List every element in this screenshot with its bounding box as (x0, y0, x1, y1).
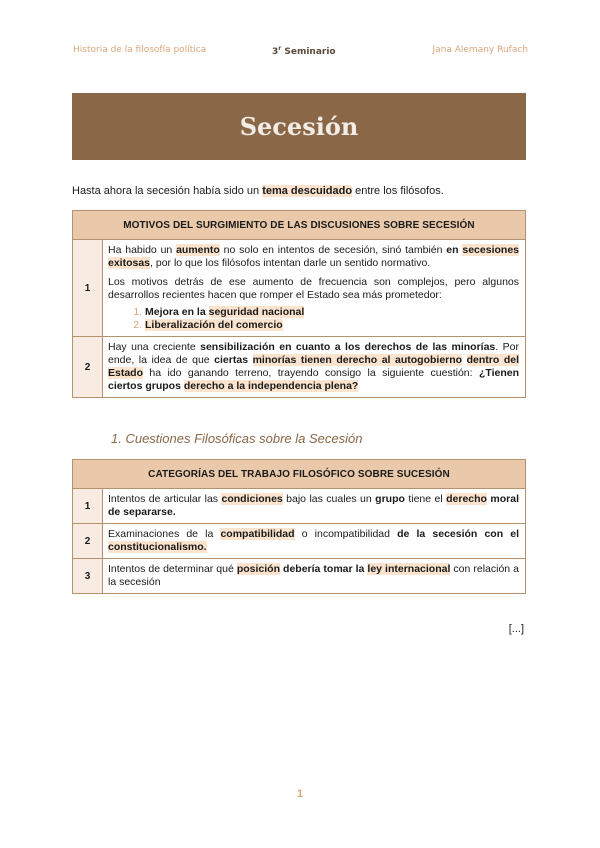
section-title: 1. Cuestiones Filosóficas sobre la Secesión (111, 431, 363, 446)
list-item (145, 306, 519, 319)
table-header-row (73, 211, 526, 240)
row-number: 3 (73, 559, 103, 594)
highlight: posición (236, 563, 281, 575)
motives-table (72, 210, 526, 398)
bold-text: moral de separarse. (108, 493, 519, 518)
header-seminar (272, 45, 336, 57)
motive-paragraph (108, 244, 519, 270)
page-number: 1 (296, 788, 304, 800)
text: bajo las cuales un (282, 493, 376, 505)
text: , por lo que los filósofos intentan darle un sentido normativo. (150, 257, 431, 269)
bold-text: grupo (375, 493, 405, 505)
text: Intentos de articular las (108, 493, 222, 505)
continuation-ellipsis: [...] (508, 623, 524, 635)
motive-paragraph (108, 276, 519, 302)
bold-text: ¿Tienen ciertos grupos (108, 367, 519, 392)
bold-text: en (446, 244, 459, 256)
text: tiene el (404, 493, 447, 505)
bold-text: debería tomar la (280, 563, 368, 575)
intro-paragraph (72, 185, 444, 197)
text: Examinaciones de la (108, 528, 221, 540)
table-row (73, 489, 526, 524)
list-item (145, 319, 519, 332)
header-seminar-number: 3 (272, 47, 279, 57)
header-seminar-ordinal: r (278, 45, 282, 52)
table-row (73, 337, 526, 398)
highlight: constitucionalismo. (108, 541, 207, 553)
text: . Por ende, la idea de que (108, 341, 519, 366)
text: Los motivos detrás de ese aumento de frecuencia son complejos, pero algunos desarrollos recientes hacen que romper el Estado sea más prometedor: (108, 276, 519, 301)
highlight: condiciones (221, 493, 283, 505)
table-header-row (73, 460, 526, 489)
header-seminar-label: Seminario (284, 47, 336, 57)
table-row (73, 559, 526, 594)
title-banner (72, 93, 526, 160)
table-row (73, 524, 526, 559)
row-content (103, 240, 526, 337)
intro-text: Hasta ahora la secesión había sido un (72, 185, 263, 197)
intro-highlight: tema descuidado (262, 185, 353, 197)
intro-text-end: entre los filósofos. (352, 185, 444, 197)
row-content (103, 337, 526, 398)
highlight: Liberalización del comercio (145, 319, 283, 331)
bold-text: ciertas (214, 354, 253, 366)
header-author: Jana Alemany Rufach (432, 45, 528, 55)
highlight: secesiones exitosas (108, 244, 519, 269)
table-row (73, 240, 526, 337)
highlight: seguridad nacional (208, 306, 305, 318)
text: Hay una creciente (108, 341, 201, 353)
row-content (103, 524, 526, 559)
highlight: dentro del Estado (108, 354, 519, 379)
highlight: minorías tienen derecho al autogobierno (252, 354, 463, 366)
highlight: derecho a la independencia plena? (183, 380, 359, 392)
text: Intentos de determinar qué (108, 563, 237, 575)
row-content (103, 489, 526, 524)
text: ha ido ganando terreno, trayendo consigo la siguiente cuestión: (143, 367, 479, 379)
categories-table (72, 459, 526, 594)
row-number: 2 (73, 524, 103, 559)
highlight: ley internacional (367, 563, 451, 575)
highlight: aumento (176, 244, 220, 256)
row-number: 1 (73, 240, 103, 337)
text: no solo en intentos de secesión, sinó también (219, 244, 447, 256)
row-number: 1 (73, 489, 103, 524)
highlight: derecho (446, 493, 487, 505)
bold-text: de la secesión con el (397, 528, 520, 540)
text: o incompatibilidad (294, 528, 398, 540)
page-title: Secesión (239, 112, 359, 141)
row-content (103, 559, 526, 594)
row-number: 2 (73, 337, 103, 398)
highlight: compatibilidad (220, 528, 295, 540)
motive-list (108, 306, 519, 332)
bold-text: Mejora en la (145, 306, 209, 318)
text: Ha habido un (108, 244, 177, 256)
motives-table-header: MOTIVOS DEL SURGIMIENTO DE LAS DISCUSIONES SOBRE SECESIÓN (73, 211, 526, 240)
text: con relación a la secesión (108, 563, 519, 588)
bold-text: sensibilización en cuanto a los derechos de las minorías (200, 341, 496, 353)
categories-table-header: CATEGORÍAS DEL TRABAJO FILOSÓFICO SOBRE SUCESIÓN (73, 460, 526, 489)
header-course-title: Historia de la filosofía política (73, 45, 207, 55)
